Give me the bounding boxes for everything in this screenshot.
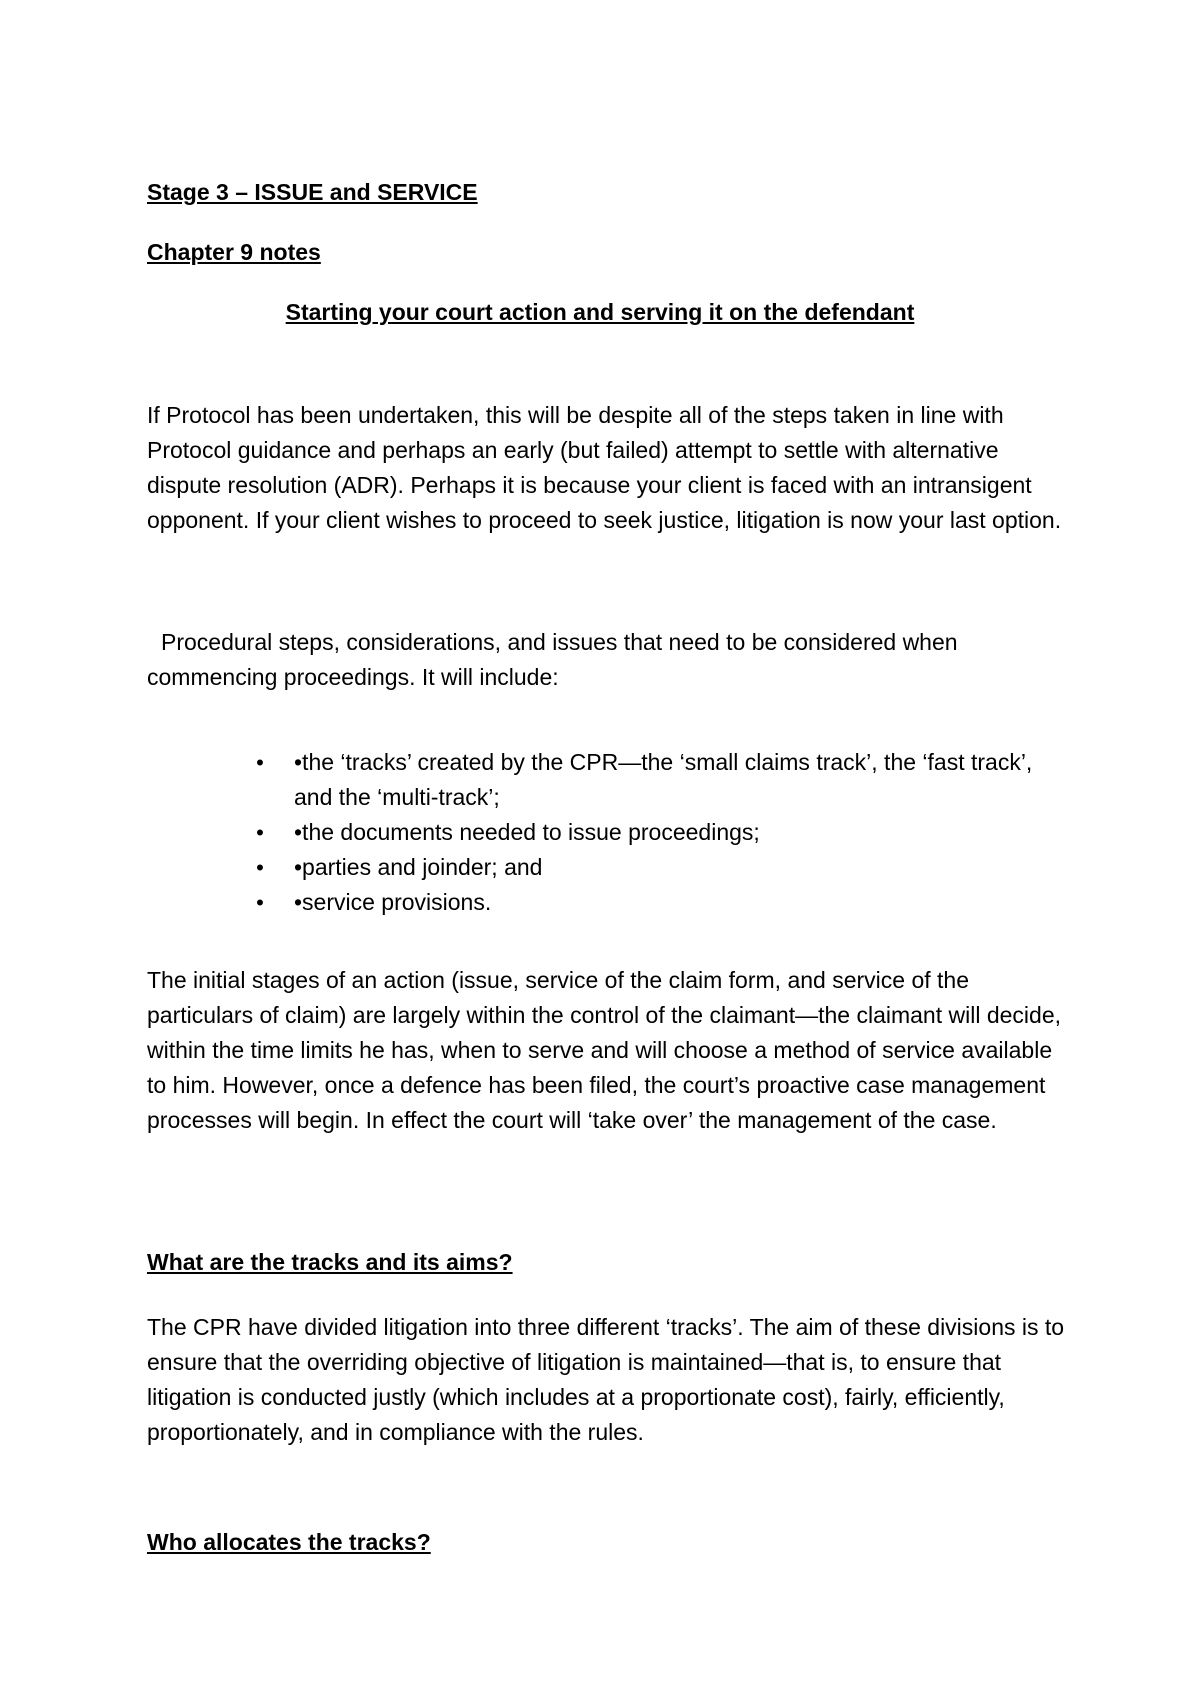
procedural-list [250, 745, 1070, 920]
list-item-text: •parties and joinder; and [294, 854, 543, 880]
list-item-text: •the documents needed to issue proceedings; [294, 819, 760, 845]
bullet-icon: • [256, 890, 264, 915]
paragraph-procedural-steps: Procedural steps, considerations, and issues that need to be considered when commencing proceedings. It will include: [147, 629, 958, 690]
paragraph-protocol: If Protocol has been undertaken, this will be despite all of the steps taken in line with Protocol guidance and perhaps an early (but failed) attempt to settle with alternative dispute resolution (ADR). Perhaps it is because your client is faced with an intransigent opponent. If your client wishes to proceed to seek justice, litigation is now your last option. [147, 402, 1062, 533]
paragraph-tracks-aims: The CPR have divided litigation into three different ‘tracks’. The aim of these divisions is to ensure that the overriding objective of litigation is maintained—that is, to ensure that litigation is conducted justly (which includes at a proportionate cost), fairly, efficiently, proportionately, and in compliance with the rules. [147, 1314, 1065, 1445]
list-item [250, 885, 1070, 920]
heading-who-allocates: Who allocates the tracks? [147, 1529, 431, 1555]
list-item [250, 745, 1070, 815]
list-item-text: •service provisions. [294, 889, 492, 915]
bullet-icon: • [256, 820, 264, 845]
stage-title: Stage 3 – ISSUE and SERVICE [147, 179, 478, 205]
document-subtitle: Starting your court action and serving it on the defendant [285, 299, 915, 325]
bullet-icon: • [256, 750, 264, 775]
paragraph-initial-stages: The initial stages of an action (issue, service of the claim form, and service of the particulars of claim) are largely within the control of the claimant—the claimant will decide, within the time limits he has, when to serve and will choose a method of service available to him. However, once a defence has been filed, the court’s proactive case management processes will begin. In effect the court will ‘take over’ the management of the case. [147, 967, 1062, 1133]
chapter-title: Chapter 9 notes [147, 239, 321, 265]
heading-tracks-aims: What are the tracks and its aims? [147, 1249, 513, 1275]
bullet-icon: • [256, 855, 264, 880]
list-item [250, 850, 1070, 885]
list-item [250, 815, 1070, 850]
list-item-text: •the ‘tracks’ created by the CPR—the ‘small claims track’, the ‘fast track’, and the ‘multi-track’; [294, 749, 1033, 810]
